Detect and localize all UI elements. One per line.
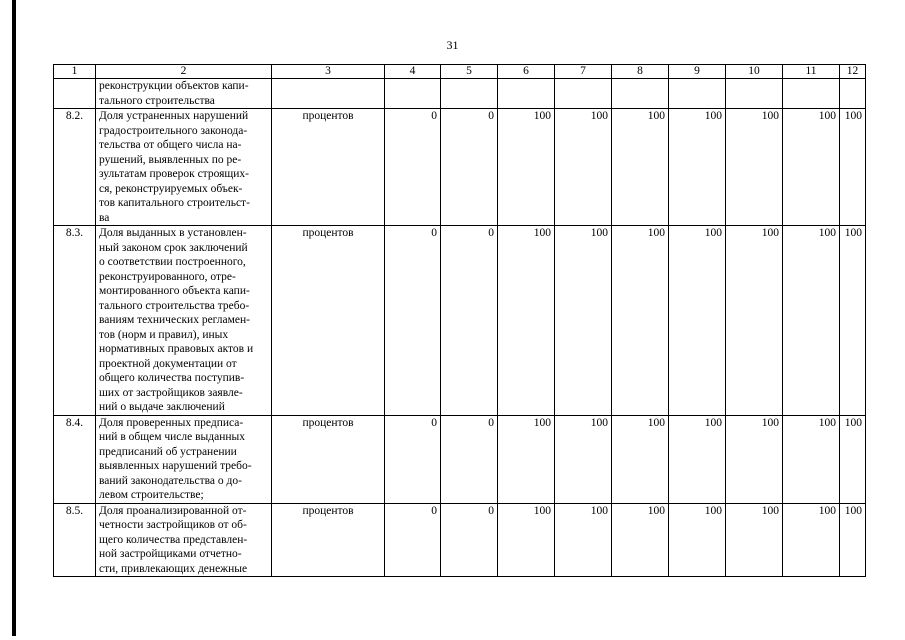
indicator-text-line: тельства от общего числа на- — [99, 139, 242, 151]
table-row — [54, 226, 866, 416]
column-header: 5 — [441, 65, 498, 79]
value-cell: 100 — [783, 503, 840, 577]
value-cell — [840, 79, 866, 109]
indicator-text-line: реконструкции объектов капи- — [99, 80, 249, 92]
value-cell: 100 — [669, 109, 726, 226]
unit-cell — [272, 79, 385, 109]
value-cell: 100 — [840, 503, 866, 577]
column-header: 3 — [272, 65, 385, 79]
row-number-cell: 8.4. — [54, 415, 96, 503]
column-header: 2 — [96, 65, 272, 79]
value-cell: 100 — [498, 503, 555, 577]
header-row — [54, 65, 866, 79]
indicator-text-line: ших от застройщиков заявле- — [99, 386, 243, 399]
indicator-name-cell — [96, 503, 272, 577]
value-cell: 100 — [612, 226, 669, 416]
column-header: 7 — [555, 65, 612, 79]
value-cell: 100 — [612, 109, 669, 226]
value-cell: 100 — [669, 503, 726, 577]
value-cell — [612, 79, 669, 109]
indicator-table — [53, 64, 866, 577]
row-number-cell: 8.2. — [54, 109, 96, 226]
value-cell — [669, 79, 726, 109]
column-header: 8 — [612, 65, 669, 79]
value-cell — [555, 79, 612, 109]
indicator-text-line: ный законом срок заключений — [99, 241, 248, 254]
value-cell: 0 — [385, 415, 441, 503]
indicator-text-line: Доля проверенных предписа- — [99, 416, 244, 429]
row-number-cell — [54, 79, 96, 109]
value-cell: 100 — [555, 226, 612, 416]
indicator-text-line: ся, реконструируемых объек- — [99, 182, 243, 195]
indicator-text-line: монтированного объекта капи- — [99, 285, 250, 297]
indicator-text-line: сти, привлекающих денежные — [99, 562, 248, 575]
column-header: 6 — [498, 65, 555, 79]
continuation-row — [54, 79, 866, 109]
unit-cell: процентов — [272, 503, 385, 577]
indicator-text-line: выявленных нарушений требо- — [99, 460, 252, 472]
row-number-cell: 8.3. — [54, 226, 96, 416]
row-number-cell: 8.5. — [54, 503, 96, 577]
indicator-text-line: общего количества поступив- — [99, 372, 245, 384]
value-cell: 0 — [441, 226, 498, 416]
table-row — [54, 503, 866, 577]
indicator-text-line: предписаний об устранении — [99, 445, 237, 458]
value-cell: 100 — [498, 226, 555, 416]
value-cell: 0 — [385, 503, 441, 577]
table-row — [54, 109, 866, 226]
scan-left-edge-bar — [12, 0, 16, 636]
indicator-text-line: градостроительного законода- — [99, 124, 248, 137]
value-cell — [441, 79, 498, 109]
indicator-text-line: нормативных правовых актов и — [99, 343, 254, 355]
column-header: 4 — [385, 65, 441, 79]
indicator-text-line: щего количества представлен- — [99, 533, 248, 546]
column-header: 11 — [783, 65, 840, 79]
indicator-text-line: рушений, выявленных по ре- — [99, 153, 242, 166]
indicator-text-line: ва — [99, 211, 110, 224]
value-cell: 100 — [669, 226, 726, 416]
indicator-text-line: тального строительства требо- — [99, 299, 250, 312]
value-cell: 100 — [612, 415, 669, 503]
value-cell: 100 — [726, 226, 783, 416]
indicator-text-line: тального строительства — [99, 94, 215, 107]
indicator-text-line: Доля выданных в установлен- — [99, 227, 247, 239]
value-cell: 100 — [783, 415, 840, 503]
indicator-text-line: проектной документации от — [99, 357, 237, 370]
value-cell: 100 — [726, 109, 783, 226]
value-cell: 100 — [783, 109, 840, 226]
value-cell: 100 — [669, 415, 726, 503]
table-row — [54, 415, 866, 503]
unit-cell: процентов — [272, 109, 385, 226]
value-cell — [498, 79, 555, 109]
unit-cell: процентов — [272, 226, 385, 416]
column-header: 1 — [54, 65, 96, 79]
value-cell: 100 — [840, 226, 866, 416]
indicator-text-line: ний в общем числе выданных — [99, 431, 246, 443]
indicator-name-cell — [96, 79, 272, 109]
indicator-text-line: четности застройщиков от об- — [99, 519, 247, 531]
value-cell: 100 — [498, 415, 555, 503]
value-cell: 100 — [726, 503, 783, 577]
column-header: 12 — [840, 65, 866, 79]
indicator-text-line: о соответствии построенного, — [99, 256, 246, 268]
value-cell: 0 — [385, 109, 441, 226]
value-cell: 0 — [441, 503, 498, 577]
indicator-text-line: тов капитального строительст- — [99, 197, 250, 209]
indicator-text-line: тов (норм и правил), иных — [99, 328, 229, 341]
value-cell: 100 — [498, 109, 555, 226]
indicator-text-line: ний о выдаче заключений — [99, 401, 225, 413]
value-cell: 100 — [726, 415, 783, 503]
indicator-text-line: ной застройщиками отчетно- — [99, 548, 242, 560]
indicator-text-line: зультатам проверок строящих- — [99, 168, 249, 180]
value-cell: 100 — [612, 503, 669, 577]
indicator-text-line: Доля проанализированной от- — [99, 504, 247, 517]
value-cell: 0 — [441, 415, 498, 503]
value-cell: 100 — [783, 226, 840, 416]
indicator-text-line: реконструированного, отре- — [99, 270, 236, 283]
value-cell: 0 — [385, 226, 441, 416]
value-cell — [385, 79, 441, 109]
indicator-text-line: левом строительстве; — [99, 489, 204, 501]
value-cell: 100 — [840, 415, 866, 503]
value-cell: 100 — [555, 109, 612, 226]
indicator-text-line: Доля устраненных нарушений — [99, 110, 249, 122]
value-cell: 100 — [840, 109, 866, 226]
value-cell: 0 — [441, 109, 498, 226]
value-cell — [783, 79, 840, 109]
page-number: 31 — [446, 38, 459, 52]
indicator-name-cell — [96, 415, 272, 503]
column-header: 9 — [669, 65, 726, 79]
indicator-name-cell — [96, 226, 272, 416]
value-cell — [726, 79, 783, 109]
column-header: 10 — [726, 65, 783, 79]
indicator-text-line: ваниям технических регламен- — [99, 314, 251, 326]
unit-cell: процентов — [272, 415, 385, 503]
value-cell: 100 — [555, 415, 612, 503]
indicator-name-cell — [96, 109, 272, 226]
value-cell: 100 — [555, 503, 612, 577]
indicator-text-line: ваний законодательства о до- — [99, 474, 242, 487]
